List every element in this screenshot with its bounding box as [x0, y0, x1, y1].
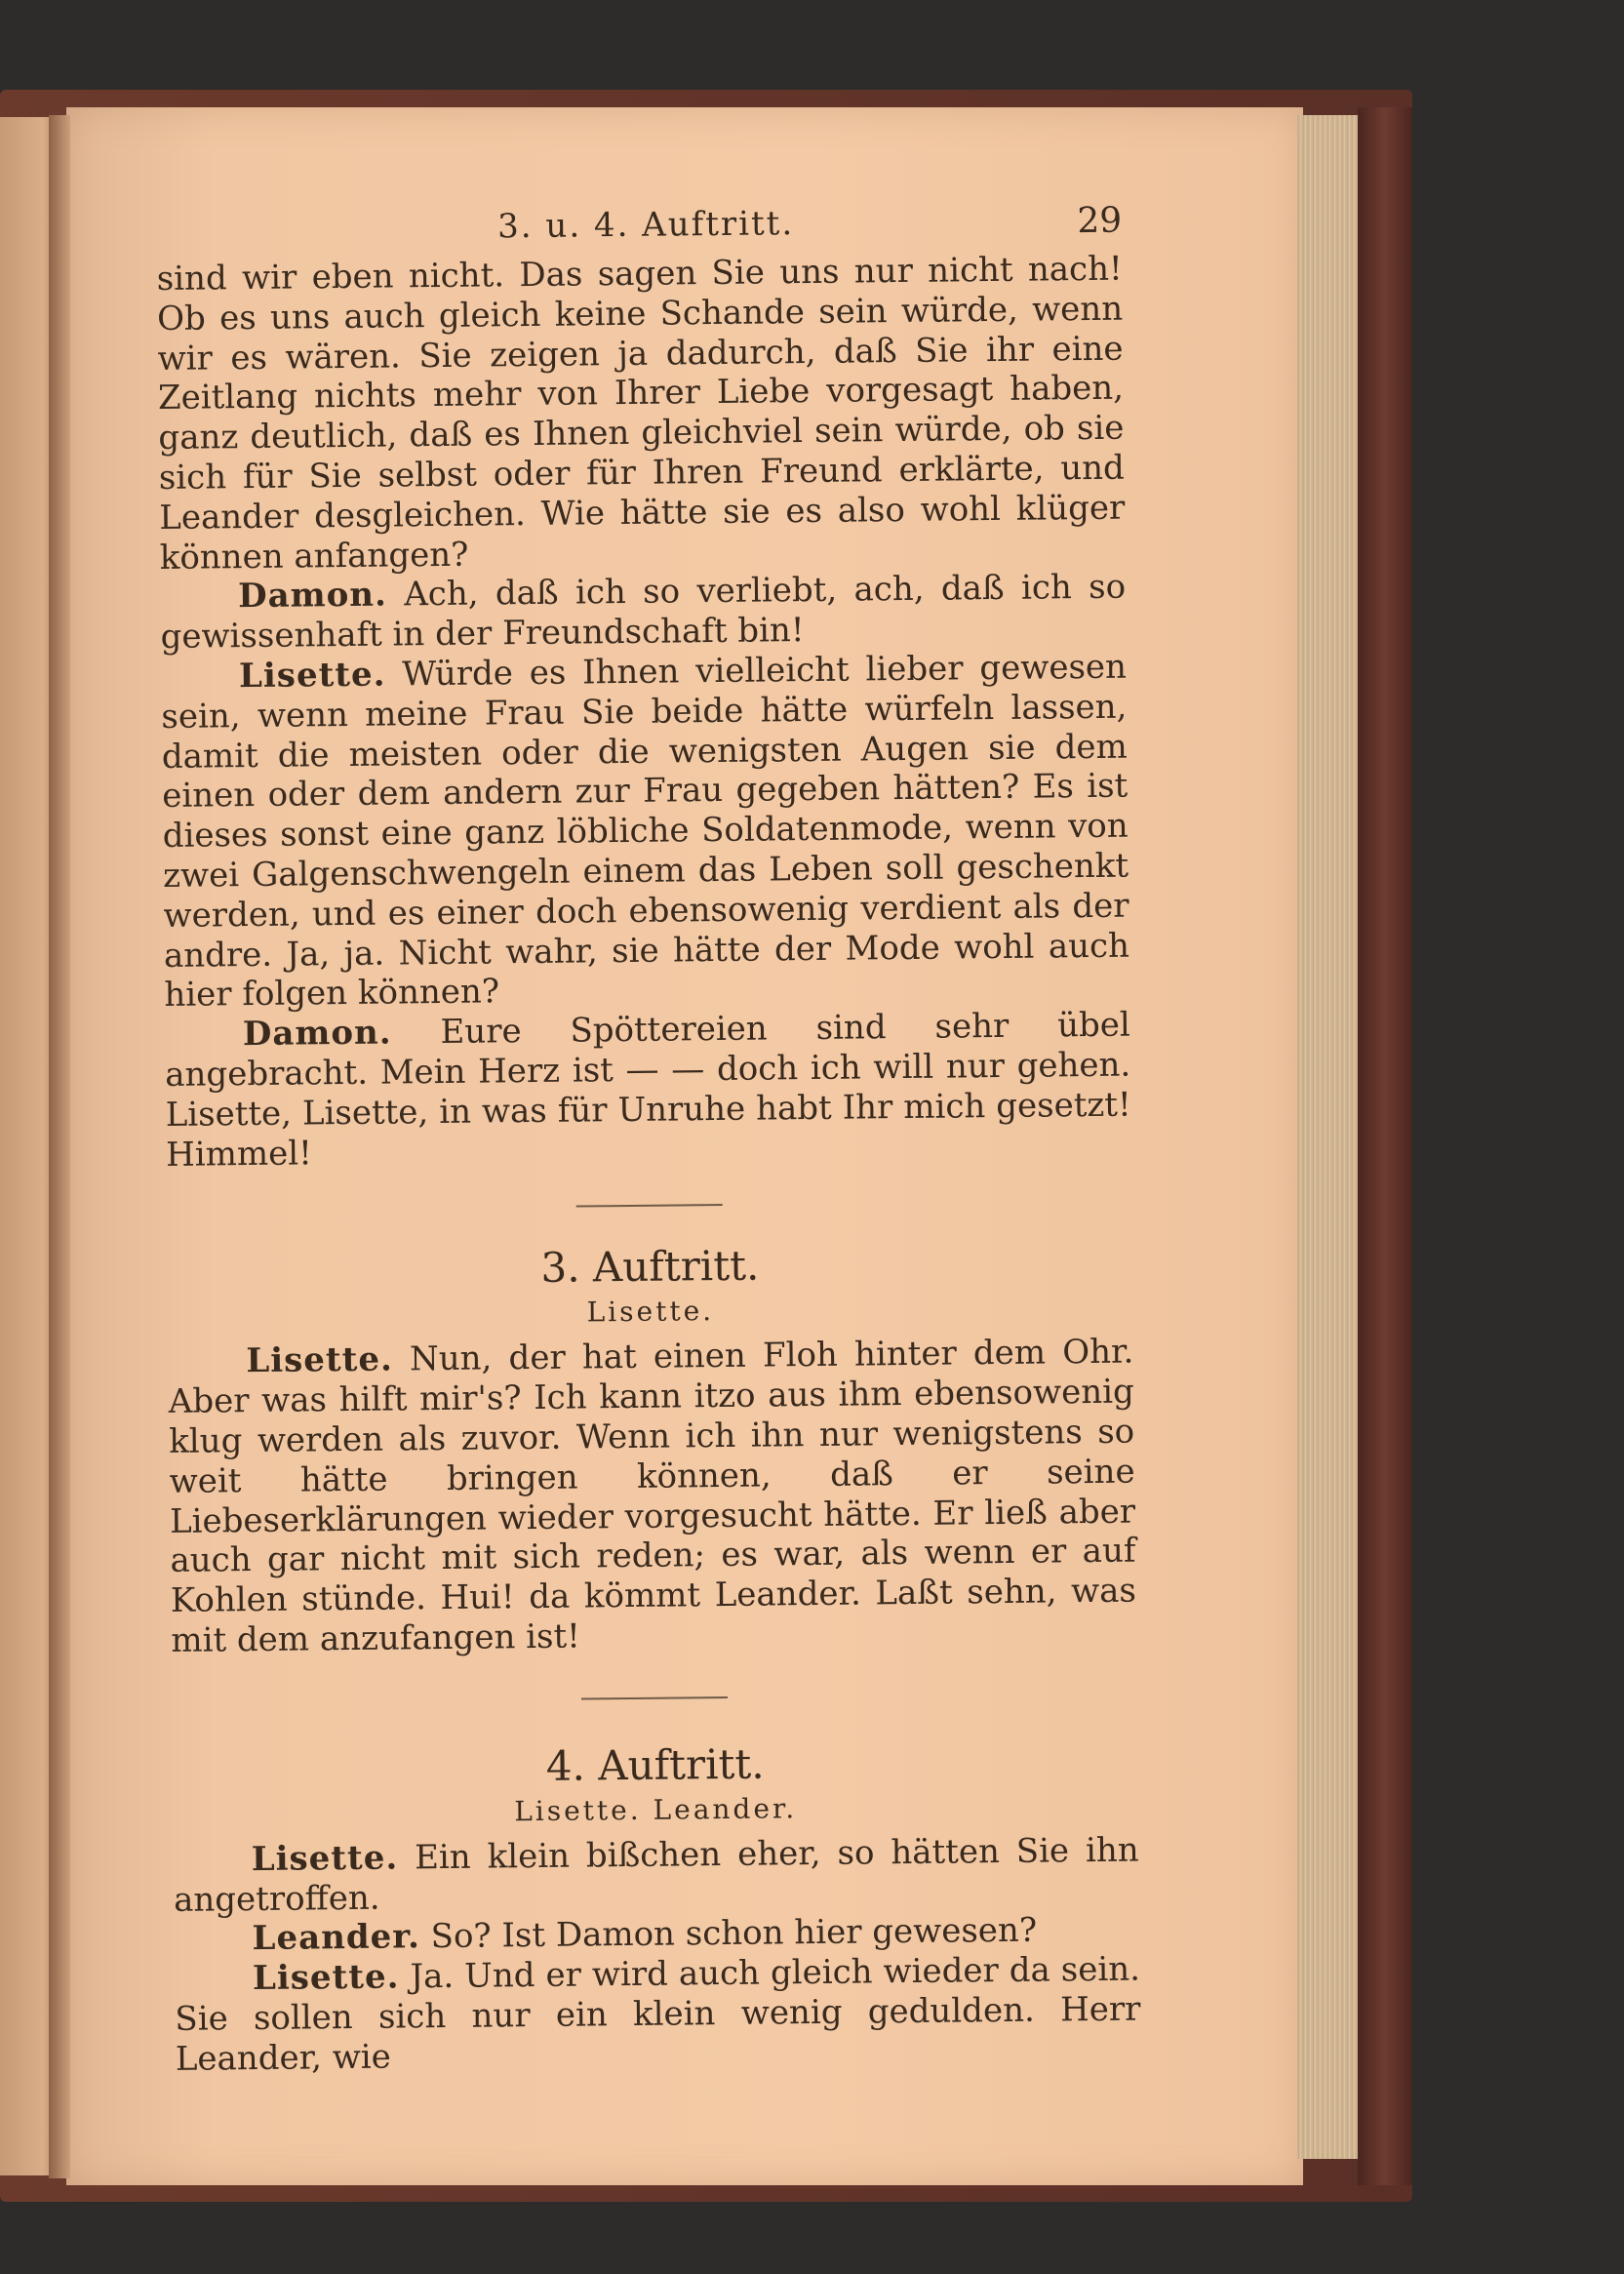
- page-text: [156, 201, 1141, 2080]
- speaker-name: Lisette.: [238, 655, 386, 697]
- speaker-name: Damon.: [237, 575, 388, 617]
- scene-heading: 3. Auftritt.: [540, 1241, 760, 1293]
- page-number: 29: [1077, 200, 1123, 242]
- speech-text: Ach, daß ich so verliebt, ach, daß ich so gewissenhaft in der Freundschaft bin!: [160, 567, 1127, 658]
- running-head: [156, 201, 1122, 259]
- speech-text: Ja. Und er wird auch gleich wieder da sein. Sie sollen sich nur ein klein wenig gedulden. Herr Leander, wie: [175, 1949, 1141, 2079]
- scene-persons: Lisette.: [586, 1295, 715, 1329]
- section-divider: [576, 1204, 723, 1208]
- speech: [165, 1006, 1132, 1176]
- continuation-paragraph: sind wir eben nicht. Das sagen Sie uns nur nicht nach! Ob es uns auch gleich keine Schande sein würde, wenn wir es wären. Sie zeigen ja dadurch, daß Sie ihr eine Zeitlang nichts mehr von Ihrer Liebe vorgesagt haben, ganz deutlich, daß es Ihnen gleichviel sein würde, ob sie sich für Sie selbst oder für Ihren Freund erklärte, und Leander desgleichen. Wie hätte sie es also wohl klüger können anfangen?: [156, 249, 1126, 578]
- section-divider: [581, 1696, 728, 1700]
- book-spine: [1358, 107, 1412, 2185]
- speech: [168, 1333, 1136, 1661]
- speech-text: Würde es Ihnen vielleicht lieber gewesen sein, wenn meine Frau Sie beide hätte würfeln lassen, damit die meisten oder die wenigsten Augen sie dem einen oder dem andern zur Frau gegeben hätten? Es ist dieses sonst eine ganz löbliche Soldatenmode, wenn von zwei Galgenschwengeln einem das Leben soll geschenkt werden, und es einer doch ebensowenig verdient als der andre. Ja, ja. Nicht wahr, sie hätte der Mode wohl auch hier folgen können?: [161, 647, 1130, 1016]
- scene-persons: Lisette. Leander.: [514, 1791, 798, 1827]
- running-head-title: 3. u. 4. Auftritt.: [496, 204, 795, 247]
- speech: [160, 568, 1127, 658]
- speaker-name: Lisette.: [252, 1957, 400, 1999]
- page-block-edges: [1297, 115, 1358, 2159]
- speaker-name: Lisette.: [251, 1838, 399, 1879]
- speech-text: Eure Spöttereien sind sehr übel angebracht. Mein Herz ist — — doch ich will nur gehen. Lisette, Lisette, in was für Unruhe habt Ihr mich gesetzt! Himmel!: [165, 1005, 1131, 1175]
- scene-heading: 4. Auftritt.: [545, 1739, 765, 1790]
- speaker-name: Lisette.: [246, 1339, 394, 1381]
- speech: [175, 1950, 1141, 2080]
- speech-text: Nun, der hat einen Floh hinter dem Ohr. Aber was hilft mir's? Ich kann itzo aus ihm ebensowenig klug werden als zuvor. Wenn ich ihn nur wenigstens so weit hätte bringen können, daß er seine Liebeserklärungen wieder vorgesucht hätte. Er ließ aber auch gar nicht mit sich reden; es war, als wenn er auf Kohlen stünde. Hui! da kömmt Leander. Laßt sehn, was mit dem anzufangen ist!: [168, 1332, 1137, 1660]
- speech-text: So? Ist Damon schon hier gewesen?: [430, 1910, 1038, 1957]
- page-gutter: [49, 115, 70, 2178]
- speaker-name: Damon.: [242, 1013, 392, 1055]
- speech-text: Ein klein bißchen eher, so hätten Sie ihn angetroffen.: [173, 1830, 1139, 1920]
- speaker-name: Leander.: [252, 1917, 421, 1959]
- speech: [173, 1830, 1139, 1920]
- speech: [161, 648, 1130, 1017]
